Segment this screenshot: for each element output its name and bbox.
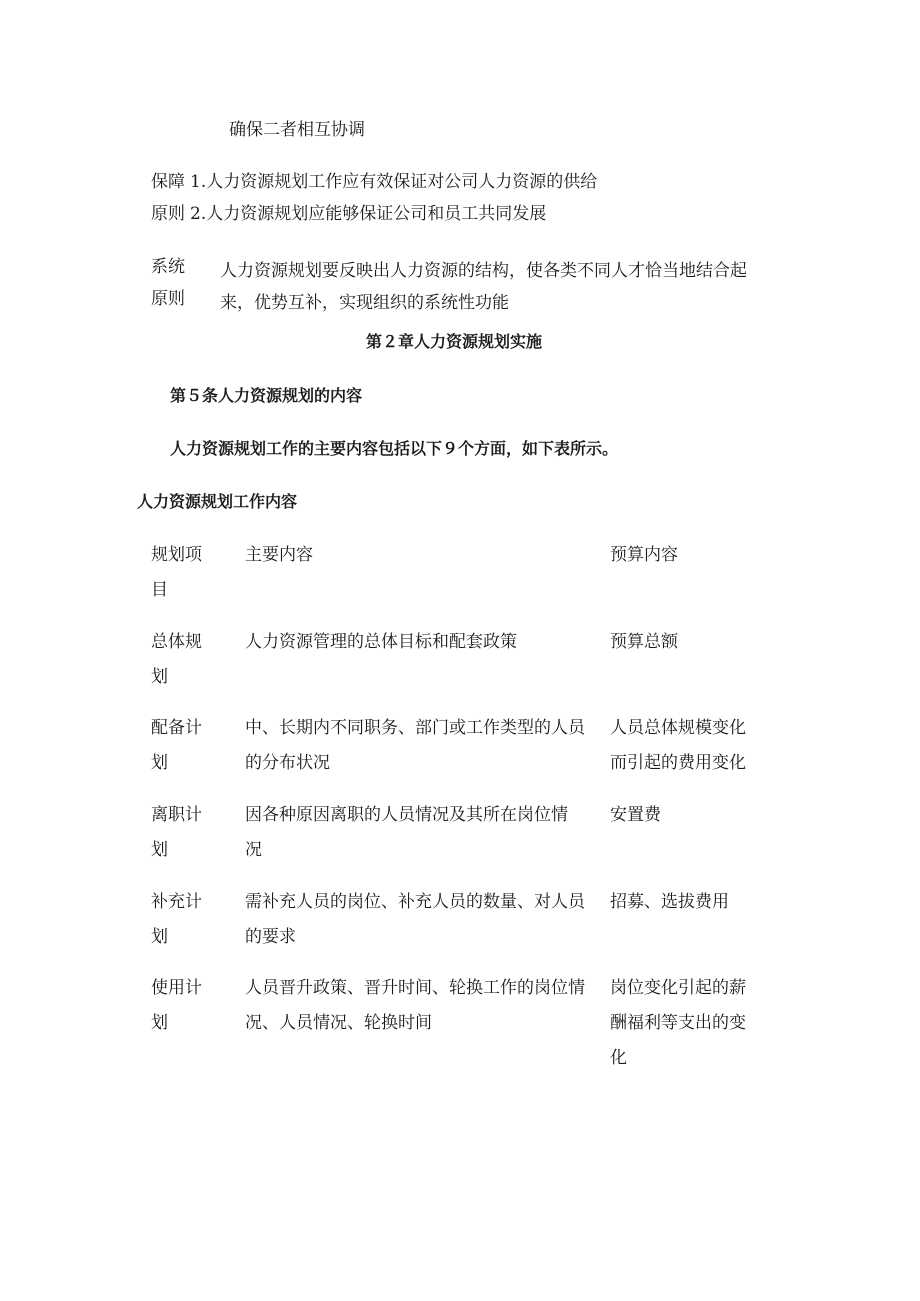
table-cell-content: 需补充人员的岗位、补充人员的数量、对人员的要求 xyxy=(245,892,585,947)
chapter-title: 第２章人力资源规划实施 xyxy=(366,332,543,351)
principle-label-guarantee: 保障 xyxy=(151,172,185,192)
principle-text-2: 2.人力资源规划应能够保证公司和员工共同发展 xyxy=(190,204,547,224)
principle-label-system: 系统 xyxy=(151,257,185,277)
table-cell-budget: 人员总体规模变化而引起的费用变化 xyxy=(610,718,746,773)
principle-label-system-2: 原则 xyxy=(151,289,185,309)
table-header-cell: 规划项目 xyxy=(151,545,202,600)
continuation-line: 确保二者相互协调 xyxy=(229,120,365,140)
principle-text-1: 1.人力资源规划工作应有效保证对公司人力资源的供给 xyxy=(190,172,598,192)
table-cell-item: 使用计划 xyxy=(151,978,202,1033)
principle-label-principle: 原则 xyxy=(151,204,185,224)
table-cell-content: 人力资源管理的总体目标和配套政策 xyxy=(245,632,517,652)
table-cell-content: 中、长期内不同职务、部门或工作类型的人员的分布状况 xyxy=(245,718,585,773)
table-cell-item: 配备计划 xyxy=(151,718,202,773)
table-cell-budget: 招募、选拔费用 xyxy=(610,892,729,912)
system-principle-text: 人力资源规划要反映出人力资源的结构，使各类不同人才恰当地结合起来，优势互补，实现组织的系统性功能 xyxy=(220,261,747,313)
table-cell-item: 总体规划 xyxy=(151,632,202,687)
table-cell-budget: 预算总额 xyxy=(610,632,678,652)
table-header-cell: 预算内容 xyxy=(610,545,678,565)
table-cell-item: 离职计划 xyxy=(151,805,202,860)
table-title: 人力资源规划工作内容 xyxy=(137,492,298,511)
intro-paragraph: 人力资源规划工作的主要内容包括以下９个方面，如下表所示。 xyxy=(170,439,619,458)
table-header-cell: 主要内容 xyxy=(245,545,313,565)
table-cell-budget: 岗位变化引起的薪酬福利等支出的变化 xyxy=(610,978,746,1068)
table-cell-budget: 安置费 xyxy=(610,805,661,825)
table-cell-content: 因各种原因离职的人员情况及其所在岗位情况 xyxy=(245,805,568,860)
table-cell-item: 补充计划 xyxy=(151,892,202,947)
article-title: 第５条人力资源规划的内容 xyxy=(170,386,363,405)
table-cell-content: 人员晋升政策、晋升时间、轮换工作的岗位情况、人员情况、轮换时间 xyxy=(245,978,585,1033)
